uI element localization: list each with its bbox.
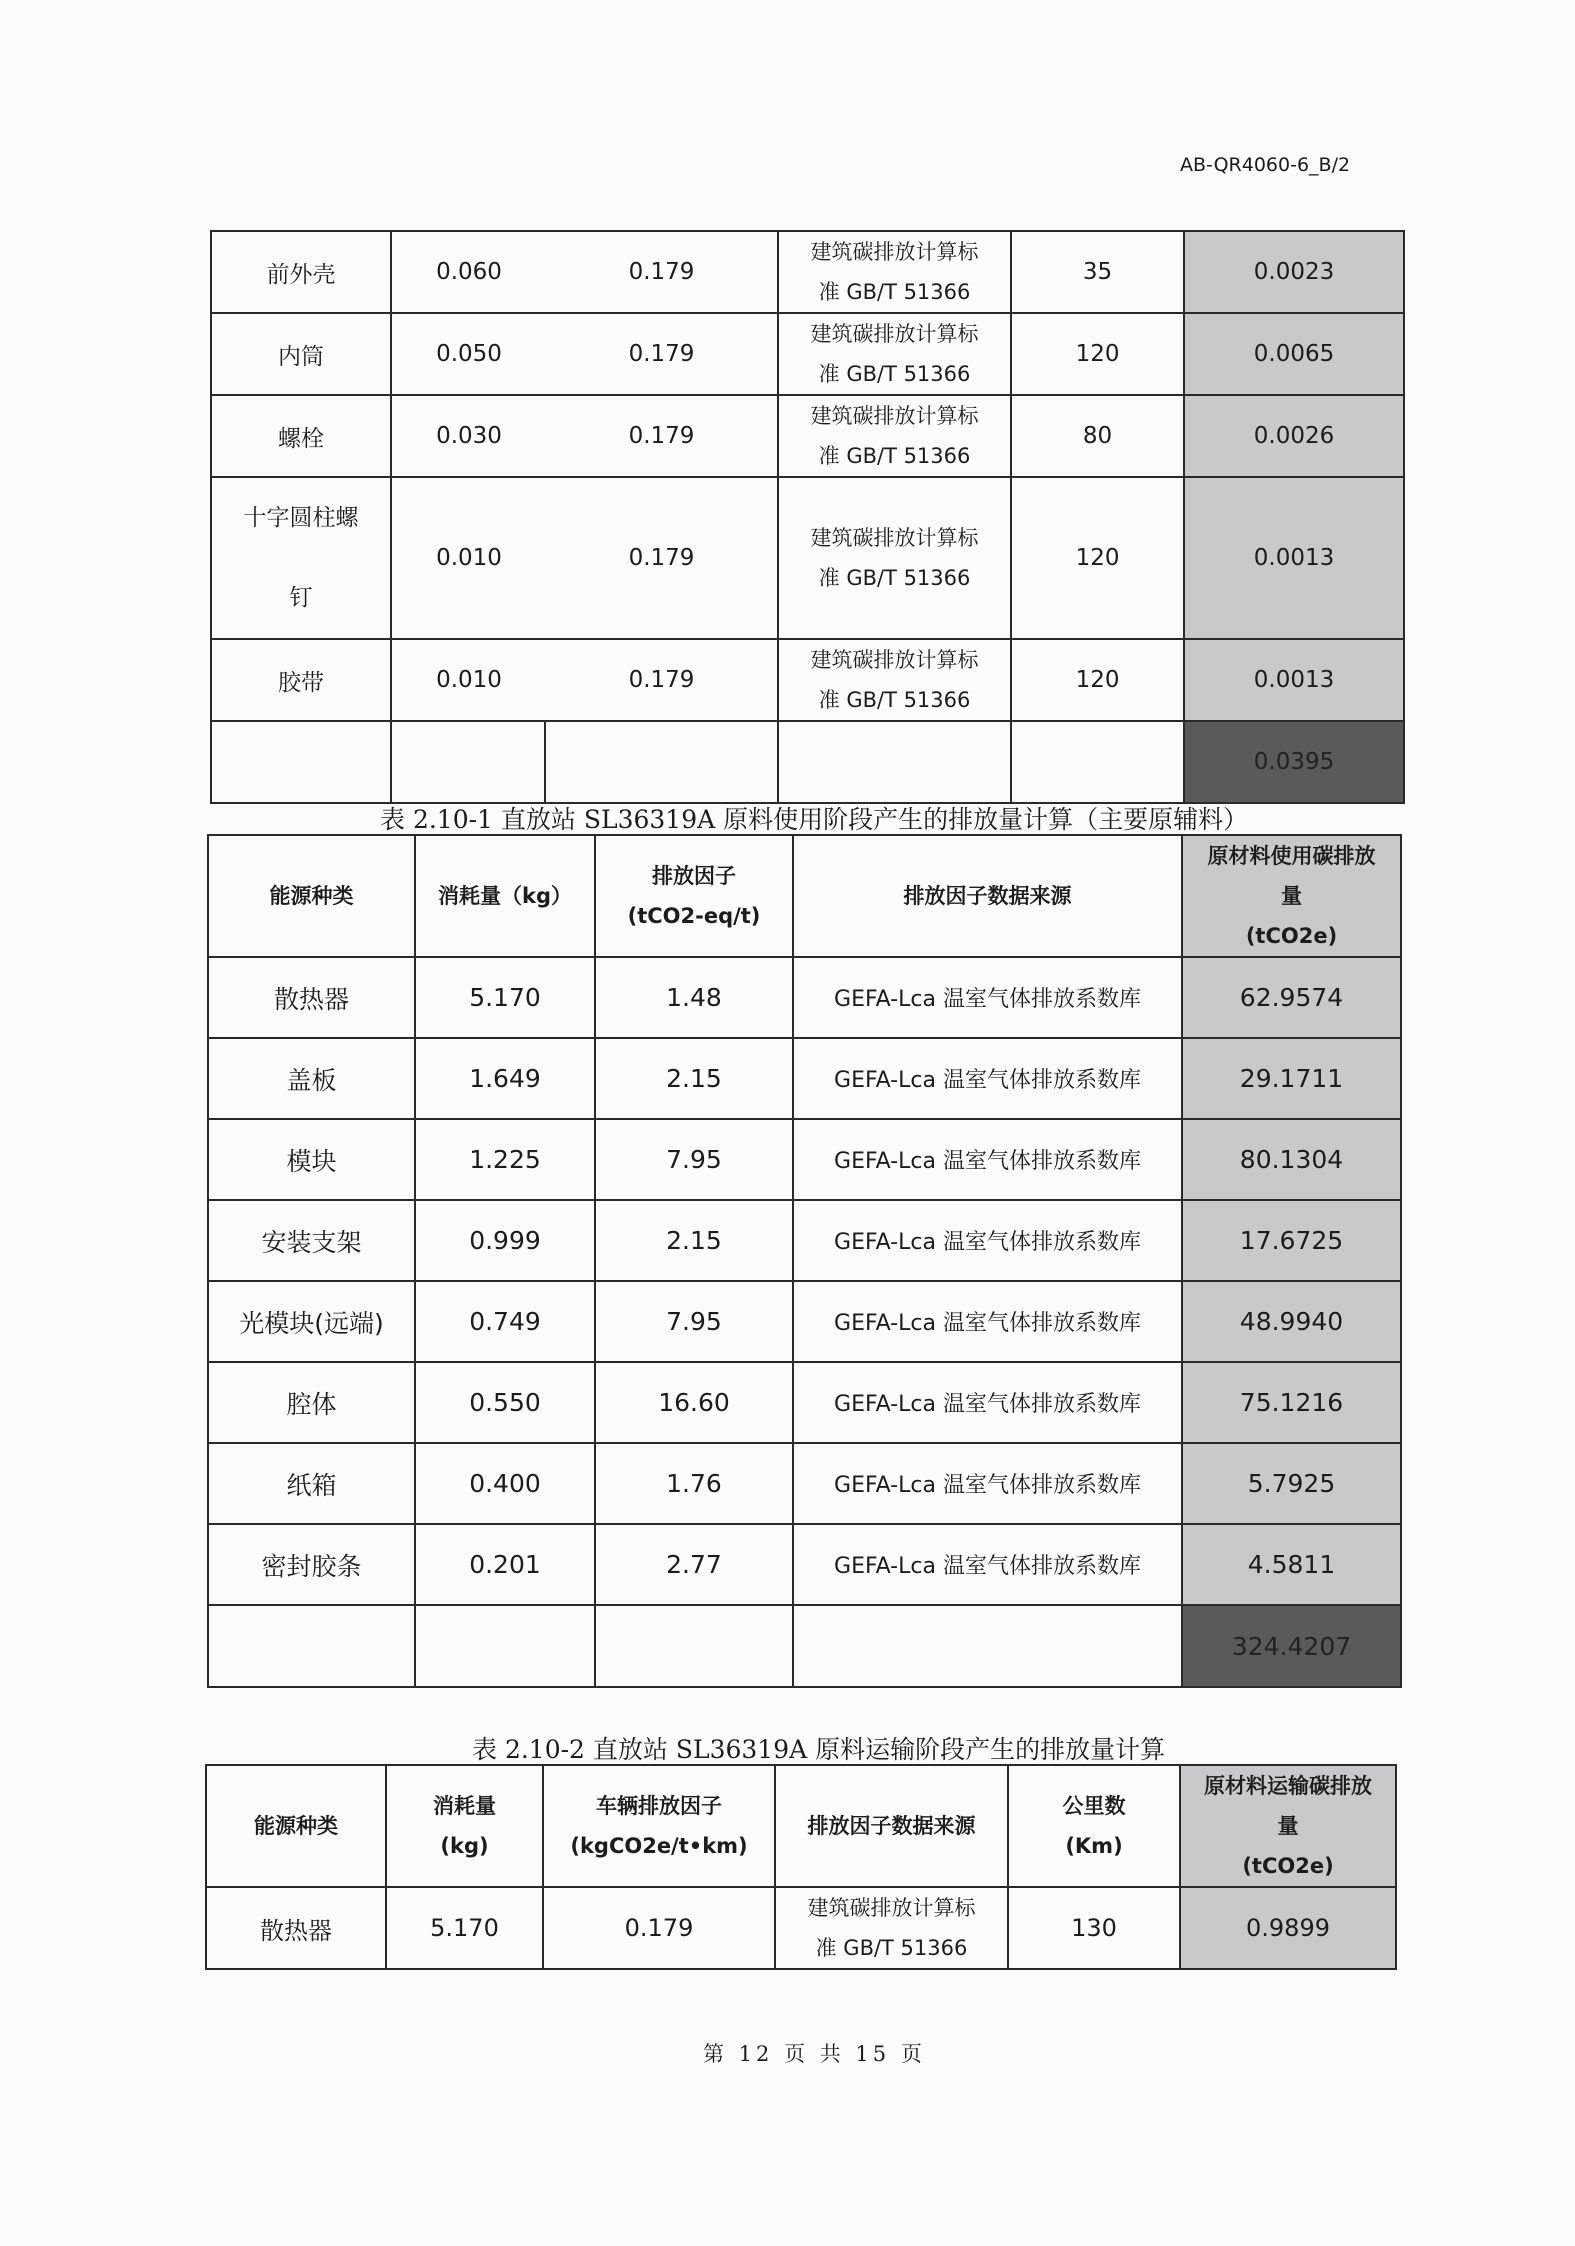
factor: 2.15 [595, 1200, 793, 1281]
material-name: 螺栓 [211, 395, 391, 477]
distance: 130 [1008, 1887, 1180, 1969]
header-emission: 原材料使用碳排放 量 (tCO2e) [1182, 835, 1401, 957]
total-emission: 324.4207 [1182, 1605, 1401, 1687]
material-name: 散热器 [206, 1887, 386, 1969]
header-source: 排放因子数据来源 [775, 1765, 1008, 1887]
source: GEFA-Lca 温室气体排放系数库 [793, 1524, 1182, 1605]
table-row [208, 1281, 1401, 1362]
source: GEFA-Lca 温室气体排放系数库 [793, 1038, 1182, 1119]
emission-value: 0.0065 [1184, 313, 1404, 395]
table-row [211, 477, 1404, 639]
factor: 16.60 [595, 1362, 793, 1443]
distance: 120 [1011, 639, 1184, 721]
emission-value: 62.9574 [1182, 957, 1401, 1038]
material-name: 模块 [208, 1119, 415, 1200]
quantity: 5.170 [415, 957, 595, 1038]
header-quantity: 消耗量 (kg) [386, 1765, 543, 1887]
table-row [208, 1524, 1401, 1605]
material-name: 腔体 [208, 1362, 415, 1443]
source: 建筑碳排放计算标 准 GB/T 51366 [778, 477, 1011, 639]
header-source: 排放因子数据来源 [793, 835, 1182, 957]
material-name: 散热器 [208, 957, 415, 1038]
emission-value: 48.9940 [1182, 1281, 1401, 1362]
header-vehicle-factor: 车辆排放因子 (kgCO2e/t•km) [543, 1765, 775, 1887]
usage-emission-table [207, 834, 1402, 1688]
source: GEFA-Lca 温室气体排放系数库 [793, 1443, 1182, 1524]
material-name: 内筒 [211, 313, 391, 395]
total-row [211, 721, 1404, 803]
table-row [208, 1038, 1401, 1119]
emission-value: 0.0013 [1184, 477, 1404, 639]
factor: 2.15 [595, 1038, 793, 1119]
source: GEFA-Lca 温室气体排放系数库 [793, 1362, 1182, 1443]
source: GEFA-Lca 温室气体排放系数库 [793, 1281, 1182, 1362]
factor: 7.95 [595, 1281, 793, 1362]
table-row [206, 1887, 1396, 1969]
source: 建筑碳排放计算标 准 GB/T 51366 [778, 395, 1011, 477]
header-quantity: 消耗量（kg） [415, 835, 595, 957]
document-code: AB-QR4060-6_B/2 [1180, 154, 1351, 176]
header-distance: 公里数 (Km) [1008, 1765, 1180, 1887]
emission-value: 0.0023 [1184, 231, 1404, 313]
quantity: 0.050 [436, 341, 502, 367]
table-caption-transport: 表 2.10-2 直放站 SL36319A 原料运输阶段产生的排放量计算 [472, 1735, 1166, 1764]
factor: 2.77 [595, 1524, 793, 1605]
table-row [208, 957, 1401, 1038]
quantity: 1.649 [415, 1038, 595, 1119]
material-name: 光模块(远端) [208, 1281, 415, 1362]
factor: 1.48 [595, 957, 793, 1038]
total-row [208, 1605, 1401, 1687]
quantity: 0.010 [436, 667, 502, 693]
distance: 120 [1011, 313, 1184, 395]
emission-value: 80.1304 [1182, 1119, 1401, 1200]
source: 建筑碳排放计算标 准 GB/T 51366 [775, 1887, 1008, 1969]
transport-emission-table [205, 1764, 1397, 1970]
header-energy-type: 能源种类 [206, 1765, 386, 1887]
quantity: 0.010 [436, 545, 502, 571]
factor: 0.179 [628, 423, 695, 449]
emission-value: 75.1216 [1182, 1362, 1401, 1443]
material-name: 前外壳 [211, 231, 391, 313]
factor: 7.95 [595, 1119, 793, 1200]
source: GEFA-Lca 温室气体排放系数库 [793, 1119, 1182, 1200]
table-row [211, 395, 1404, 477]
source: GEFA-Lca 温室气体排放系数库 [793, 957, 1182, 1038]
table-row [208, 1200, 1401, 1281]
emission-value: 17.6725 [1182, 1200, 1401, 1281]
quantity: 0.400 [415, 1443, 595, 1524]
material-name: 纸箱 [208, 1443, 415, 1524]
emission-value: 0.9899 [1180, 1887, 1396, 1969]
table-row [211, 231, 1404, 313]
page-footer: 第 12 页 共 15 页 [703, 2042, 926, 2066]
quantity: 1.225 [415, 1119, 595, 1200]
quantity: 5.170 [386, 1887, 543, 1969]
emission-value: 4.5811 [1182, 1524, 1401, 1605]
table-row [211, 313, 1404, 395]
source: 建筑碳排放计算标 准 GB/T 51366 [778, 231, 1011, 313]
material-name: 胶带 [211, 639, 391, 721]
material-name: 安装支架 [208, 1200, 415, 1281]
source: 建筑碳排放计算标 准 GB/T 51366 [778, 639, 1011, 721]
factor: 0.179 [628, 259, 695, 285]
quantity: 0.201 [415, 1524, 595, 1605]
quantity: 0.999 [415, 1200, 595, 1281]
table-row [208, 1443, 1401, 1524]
emission-value: 29.1711 [1182, 1038, 1401, 1119]
header-factor: 排放因子 (tCO2-eq/t) [595, 835, 793, 957]
quantity: 0.060 [436, 259, 502, 285]
material-name: 十字圆柱螺 钉 [211, 477, 391, 639]
source: 建筑碳排放计算标 准 GB/T 51366 [778, 313, 1011, 395]
distance: 120 [1011, 477, 1184, 639]
source: GEFA-Lca 温室气体排放系数库 [793, 1200, 1182, 1281]
distance: 35 [1011, 231, 1184, 313]
header-row [206, 1765, 1396, 1887]
factor: 1.76 [595, 1443, 793, 1524]
header-energy-type: 能源种类 [208, 835, 415, 957]
header-row [208, 835, 1401, 957]
factor: 0.179 [628, 545, 695, 571]
header-emission: 原材料运输碳排放 量 (tCO2e) [1180, 1765, 1396, 1887]
factor: 0.179 [628, 667, 695, 693]
emission-value: 5.7925 [1182, 1443, 1401, 1524]
quantity: 0.749 [415, 1281, 595, 1362]
transport-table-continued [210, 230, 1405, 804]
distance: 80 [1011, 395, 1184, 477]
emission-value: 0.0013 [1184, 639, 1404, 721]
emission-value: 0.0026 [1184, 395, 1404, 477]
total-emission: 0.0395 [1184, 721, 1404, 803]
factor: 0.179 [628, 341, 695, 367]
table-row [208, 1119, 1401, 1200]
table-caption-usage: 表 2.10-1 直放站 SL36319A 原料使用阶段产生的排放量计算（主要原辅料） [380, 805, 1249, 834]
factor: 0.179 [543, 1887, 775, 1969]
table-row [211, 639, 1404, 721]
quantity: 0.550 [415, 1362, 595, 1443]
material-name: 盖板 [208, 1038, 415, 1119]
table-row [208, 1362, 1401, 1443]
material-name: 密封胶条 [208, 1524, 415, 1605]
quantity: 0.030 [436, 423, 502, 449]
